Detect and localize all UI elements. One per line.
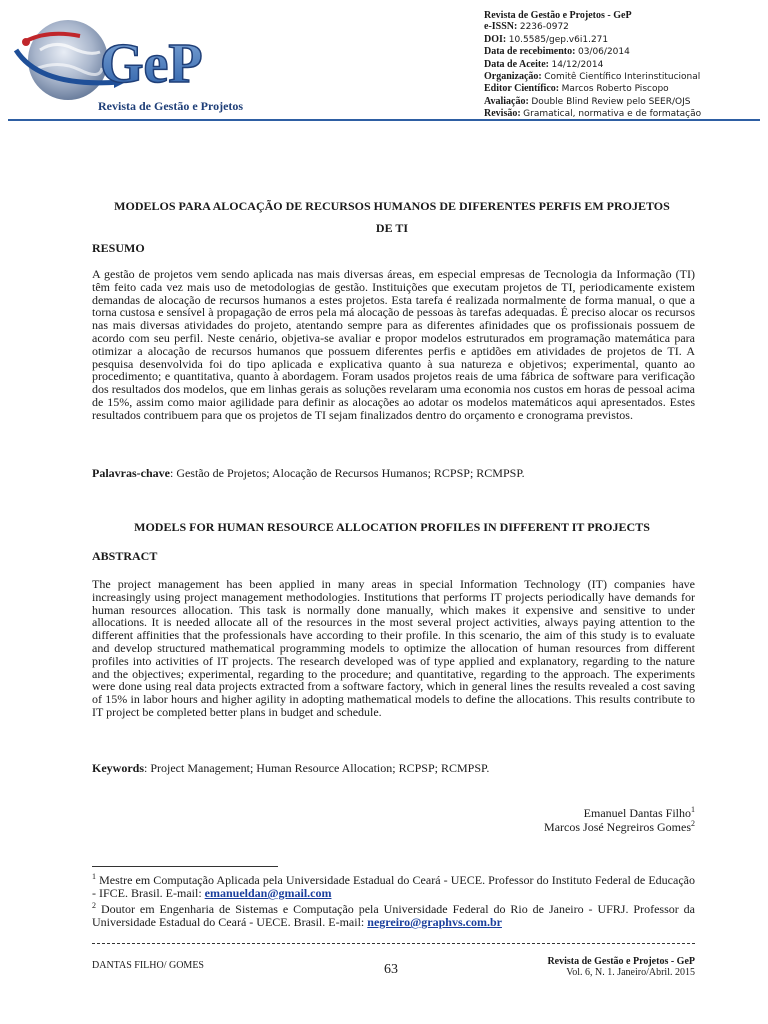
email-link-1[interactable]: emanueldan@gmail.com xyxy=(204,886,332,900)
logo-wordmark: GeP xyxy=(100,33,203,95)
author-1: Emanuel Dantas Filho$^1$ xyxy=(583,805,695,820)
footer-volume: Vol. 6, N. 1. Janeiro/Abril. 2015 xyxy=(566,967,695,978)
keywords xyxy=(92,761,489,776)
meta-accepted: Data de Aceite: 14/12/2014 xyxy=(484,58,604,70)
meta-review: Avaliação: Double Blind Review pelo SEER/OJS xyxy=(484,95,691,107)
keywords-value: : Project Management; Human Resource Allocation; RCPSP; RCMPSP. xyxy=(144,761,490,775)
palavras-chave-label: Palavras-chave xyxy=(92,466,170,480)
author-2: Marcos José Negreiros Gomes$^2$ xyxy=(544,819,695,834)
palavras-chave xyxy=(92,466,525,481)
meta-received: Data de recebimento: 03/06/2014 xyxy=(484,46,630,58)
footer-divider xyxy=(92,943,695,944)
resumo-body: A gestão de projetos vem sendo aplicada nas mais diversas áreas, em especial empresas de Tecnologia da Informação (TI) têm feito cada vez mais uso de metodologias de gestão. Instituições que executam projetos de TI, periodicamente existem demandas de alocação de recursos humanos a estes projetos. Esta tarefa é realizada normalmente de forma manual, o que a torna custosa e sensível à propagação de erros pela má alocação de pessoas às tarefas adequadas. É preciso alocar os recursos nas mais diversas atividades do projeto, atentando sempre para as diferentes afinidades que os profissionais possuem de acordo com seu perfil. Neste cenário, objetiva-se avaliar e propor modelos estruturados em programação matemática para otimizar a alocação de recursos humanos que possuem diferentes perfis e aptidões em atividades de projetos de TI. A pesquisa desenvolvida foi do tipo aplicada e explicativa quanto à sua natureza e objetivos; experimental, quanto ao procedimento; e quantitativa, quanto à abordagem. Foram usados projetos reais de uma fábrica de software para verificação dos resultados dos modelos, que em linhas gerais as soluções revelaram uma economia nos custos em horas de pessoal acima de 15%, assim como maior agilidade para definir as alocações ao adotar os modelos matemáticos aqui apresentados. Estes resultados contribuem para que os projetos de TI sejam finalizados dentro do orçamento e cronograma previstos. xyxy=(92,267,695,422)
logo-subtitle: Revista de Gestão e Projetos xyxy=(98,99,244,113)
journal-logo xyxy=(10,10,260,118)
title-en: MODELS FOR HUMAN RESOURCE ALLOCATION PROFILES IN DIFFERENT IT PROJECTS xyxy=(134,520,650,534)
keywords-label: Keywords xyxy=(92,761,144,775)
meta-journal-name: Revista de Gestão e Projetos - GeP xyxy=(484,10,632,21)
meta-doi: DOI: 10.5585/gep.v6i1.271 xyxy=(484,33,609,45)
title-pt-line2: DE TI xyxy=(375,221,409,235)
meta-revision: Revisão: Gramatical, normativa e de formatação xyxy=(484,108,702,120)
resumo-heading: RESUMO xyxy=(92,241,145,255)
abstract-heading: ABSTRACT xyxy=(92,549,158,563)
footnote-2: $^2$ Doutor em Engenharia de Sistemas e Computação pela Universidade Federal do Rio de Janeiro - UFRJ. Professor da Universidade Estadual do Ceará - UECE. Brasil. E-mail: negreiro@graphvs.com.br xyxy=(92,901,695,929)
header-divider xyxy=(8,119,760,121)
footnote-1: $^1$ Mestre em Computação Aplicada pela Universidade Estadual do Ceará - UECE. Professor do Instituto Federal de Educação - IFCE. Brasil. E-mail: emanueldan@gmail.com xyxy=(92,872,695,900)
meta-editor: Editor Científico: Marcos Roberto Piscopo xyxy=(484,83,669,95)
footer-journal xyxy=(547,956,695,978)
title-pt-line1: MODELOS PARA ALOCAÇÃO DE RECURSOS HUMANOS DE DIFERENTES PERFIS EM PROJETOS xyxy=(114,199,670,213)
journal-metadata xyxy=(484,10,701,121)
abstract-body: The project management has been applied in many areas in special Information Technology (IT) companies have increasingly using project management methodologies. Institutions that performs IT projects periodically have demands for human resources allocation. This task is normally done manually, which makes it expensive and sensitive to under allocations. It is needed allocate all of the resources in the most several project activities, always paying attention to the different affinities that the professionals have according to their profile. In this scenario, the aim of this study is to evaluate and develop structured mathematical programming models to optimize the allocation of human resources from different profiles into activities of IT projects. The research developed was of type applied and explanatory, regarding to the nature and the objectives; experimental, regarding to the procedure; and quantitative, regarding to the approach. The experiments were done using real data projects extracted from a software factory, which in general lines the results revealed a cost saving of 15% in labor hours and higher agility in adopting mathematical models to define the allocations. This results contribute to IT project be completed better plans in budget and schedule. xyxy=(92,577,695,719)
email-link-2[interactable]: negreiro@graphvs.com.br xyxy=(367,915,502,929)
footer-journal-name: Revista de Gestão e Projetos - GeP xyxy=(547,956,695,967)
palavras-chave-value: : Gestão de Projetos; Alocação de Recursos Humanos; RCPSP; RCMPSP. xyxy=(169,466,525,480)
page-number: 63 xyxy=(384,962,398,977)
meta-eissn: e-ISSN: 2236-0972 xyxy=(484,21,569,33)
meta-organization: Organização: Comitê Científico Interinstitucional xyxy=(484,71,701,83)
footnote-divider xyxy=(92,866,278,867)
globe-icon xyxy=(28,20,108,100)
footer-authors: DANTAS FILHO/ GOMES xyxy=(92,960,204,971)
